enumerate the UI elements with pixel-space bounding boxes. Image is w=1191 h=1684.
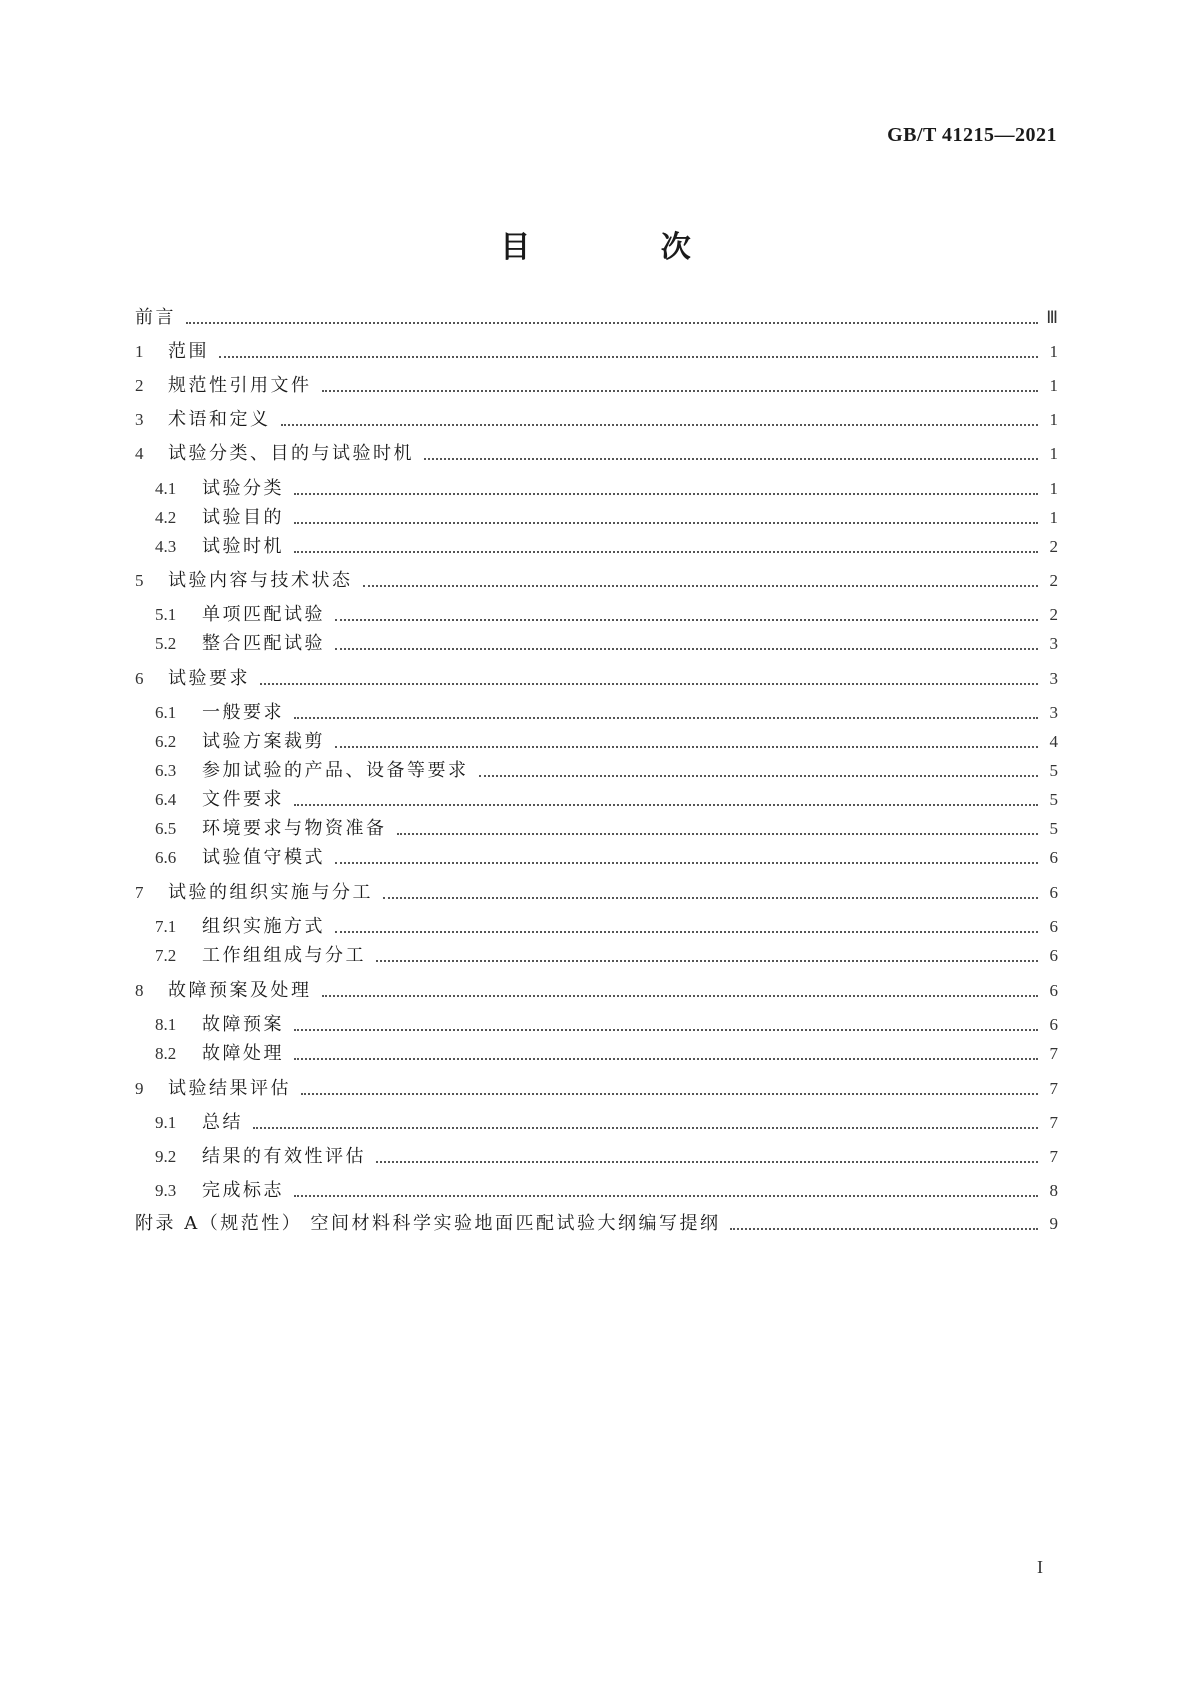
- toc-entry-label: 环境要求与物资准备: [202, 818, 387, 839]
- toc-entry-page: 3: [1049, 669, 1058, 688]
- toc-entry-number: 6.3: [155, 761, 177, 780]
- toc-subentry[interactable]: [135, 729, 1058, 755]
- toc-entry-number: 6.2: [155, 732, 177, 751]
- toc-entry-page: 7: [1049, 1079, 1058, 1098]
- toc-entry-label: 术语和定义: [168, 409, 271, 430]
- toc-entry-number: 4: [135, 444, 144, 463]
- toc-subentry[interactable]: [135, 631, 1058, 657]
- toc-subentry[interactable]: [135, 505, 1058, 531]
- toc-entry-label: 完成标志: [202, 1180, 284, 1201]
- dot-leader: [294, 1029, 1038, 1031]
- toc-entry-label: 单项匹配试验: [202, 604, 325, 625]
- dot-leader: [424, 458, 1038, 460]
- dot-leader: [376, 1161, 1038, 1163]
- dot-leader: [363, 585, 1039, 587]
- toc-entry-page: 6: [1049, 848, 1058, 867]
- dot-leader: [219, 356, 1038, 358]
- toc-entry-number: 9: [135, 1079, 144, 1098]
- toc-entry-page: 4: [1049, 732, 1058, 751]
- toc-entry-label: 规范性引用文件: [168, 375, 312, 396]
- toc-entry[interactable]: [135, 441, 1058, 467]
- toc-subentry[interactable]: [135, 816, 1058, 842]
- dot-leader: [294, 551, 1038, 553]
- toc-entry[interactable]: [135, 373, 1058, 399]
- toc-entry-number: 1: [135, 342, 144, 361]
- toc-entry-label: 试验目的: [202, 507, 284, 528]
- standard-code: GB/T 41215—2021: [887, 124, 1057, 146]
- toc-entry-page: 1: [1049, 508, 1058, 527]
- toc-entry-number: 6.5: [155, 819, 177, 838]
- dot-leader: [376, 960, 1038, 962]
- toc-entry-page: 5: [1049, 761, 1058, 780]
- toc-entry-number: 6.4: [155, 790, 177, 809]
- toc-entry-label: 故障预案: [202, 1014, 284, 1035]
- dot-leader: [335, 746, 1038, 748]
- dot-leader: [186, 322, 1038, 324]
- toc-entry[interactable]: [135, 666, 1058, 692]
- toc-entry-number: 7: [135, 883, 144, 902]
- toc-subentry[interactable]: [135, 845, 1058, 871]
- toc-entry-label: 结果的有效性评估: [202, 1146, 366, 1167]
- toc-subentry[interactable]: [135, 476, 1058, 502]
- toc-entry-label: 试验值守模式: [202, 847, 325, 868]
- toc-entry-page: 6: [1049, 917, 1058, 936]
- toc-entry-label: 故障预案及处理: [168, 980, 312, 1001]
- toc-subentry[interactable]: [135, 1012, 1058, 1038]
- toc-entry-label: 试验的组织实施与分工: [168, 882, 373, 903]
- dot-leader: [397, 833, 1039, 835]
- toc-entry[interactable]: [135, 568, 1058, 594]
- toc-entry-page: 6: [1049, 883, 1058, 902]
- dot-leader: [294, 522, 1038, 524]
- dot-leader: [335, 648, 1038, 650]
- toc-subentry[interactable]: [135, 943, 1058, 969]
- toc-entry-label: 试验要求: [168, 668, 250, 689]
- toc-entry-page: 1: [1049, 479, 1058, 498]
- toc-entry-label: 前言: [135, 307, 176, 328]
- toc-entry-page: 6: [1049, 946, 1058, 965]
- toc-entry-page: 7: [1049, 1113, 1058, 1132]
- toc-entry-page: 2: [1049, 537, 1058, 556]
- toc-entry-number: 8: [135, 981, 144, 1000]
- toc-entry-page: 7: [1049, 1147, 1058, 1166]
- toc-entry-label: 试验内容与技术状态: [168, 570, 353, 591]
- toc-entry-appendix-a[interactable]: [135, 1211, 1058, 1237]
- toc-entry-page: 5: [1049, 819, 1058, 838]
- toc-entry-label: 故障处理: [202, 1043, 284, 1064]
- toc-entry-page: 1: [1049, 410, 1058, 429]
- toc-entry-page: 8: [1049, 1181, 1058, 1200]
- toc-entry-page: 2: [1049, 605, 1058, 624]
- dot-leader: [383, 897, 1038, 899]
- toc-entry-label: 参加试验的产品、设备等要求: [202, 760, 469, 781]
- toc-subentry[interactable]: [135, 1178, 1058, 1204]
- toc-entry-page: 3: [1049, 703, 1058, 722]
- dot-leader: [335, 862, 1038, 864]
- toc-subentry[interactable]: [135, 758, 1058, 784]
- dot-leader: [294, 493, 1038, 495]
- dot-leader: [260, 683, 1038, 685]
- toc-entry[interactable]: [135, 880, 1058, 906]
- toc-entry-number: 2: [135, 376, 144, 395]
- toc-entry-number: 9.1: [155, 1113, 177, 1132]
- toc-entry-number: 5.1: [155, 605, 177, 624]
- toc-entry-page: 1: [1049, 444, 1058, 463]
- toc-entry-label: 试验方案裁剪: [202, 731, 325, 752]
- dot-leader: [253, 1127, 1038, 1129]
- toc-entry-number: 4.1: [155, 479, 177, 498]
- dot-leader: [294, 1195, 1038, 1197]
- toc-entry-number: 6: [135, 669, 144, 688]
- toc-entry-label: 试验时机: [202, 536, 284, 557]
- toc-entry[interactable]: [135, 407, 1058, 433]
- dot-leader: [301, 1093, 1038, 1095]
- toc-entry-page: 9: [1049, 1214, 1058, 1233]
- toc-subentry[interactable]: [135, 700, 1058, 726]
- toc-entry-label: 试验结果评估: [168, 1078, 291, 1099]
- toc-entry[interactable]: [135, 978, 1058, 1004]
- toc-entry-page: 2: [1049, 571, 1058, 590]
- toc-entry-page: 6: [1049, 1015, 1058, 1034]
- dot-leader: [335, 619, 1038, 621]
- toc-subentry[interactable]: [135, 914, 1058, 940]
- toc-subentry[interactable]: [135, 602, 1058, 628]
- toc-entry-number: 9.2: [155, 1147, 177, 1166]
- dot-leader: [335, 931, 1038, 933]
- toc-entry-number: 7.2: [155, 946, 177, 965]
- toc-entry-label: 范围: [168, 341, 209, 362]
- toc-entry-number: 5: [135, 571, 144, 590]
- toc-entry[interactable]: [135, 1076, 1058, 1102]
- toc-subentry[interactable]: [135, 1144, 1058, 1170]
- toc-entry-number: 4.3: [155, 537, 177, 556]
- toc-entry-foreword[interactable]: [135, 305, 1058, 331]
- toc-subentry[interactable]: [135, 787, 1058, 813]
- toc-entry-page: 1: [1049, 342, 1058, 361]
- toc-entry-label: 总结: [202, 1112, 243, 1133]
- toc-entry-page: 5: [1049, 790, 1058, 809]
- toc-entry-label: 试验分类: [202, 478, 284, 499]
- toc-subentry[interactable]: [135, 534, 1058, 560]
- toc-entry-page: Ⅲ: [1046, 308, 1058, 327]
- toc-entry-page: 1: [1049, 376, 1058, 395]
- dot-leader: [479, 775, 1039, 777]
- toc-entry-number: 6.1: [155, 703, 177, 722]
- toc-entry-label: 附录 A（规范性） 空间材料科学实验地面匹配试验大纲编写提纲: [135, 1213, 721, 1234]
- toc-entry-label: 文件要求: [202, 789, 284, 810]
- toc-entry-number: 4.2: [155, 508, 177, 527]
- toc-entry-number: 9.3: [155, 1181, 177, 1200]
- toc-entry-label: 一般要求: [202, 702, 284, 723]
- dot-leader: [294, 804, 1038, 806]
- dot-leader: [281, 424, 1039, 426]
- toc-entry-label: 工作组组成与分工: [202, 945, 366, 966]
- toc-entry-label: 整合匹配试验: [202, 633, 325, 654]
- toc-entry-number: 8.2: [155, 1044, 177, 1063]
- toc-subentry[interactable]: [135, 1110, 1058, 1136]
- toc-subentry[interactable]: [135, 1041, 1058, 1067]
- toc-entry-page: 7: [1049, 1044, 1058, 1063]
- toc-entry-number: 5.2: [155, 634, 177, 653]
- toc-entry-page: 6: [1049, 981, 1058, 1000]
- toc-entry[interactable]: [135, 339, 1058, 365]
- page-title: 目 次: [500, 230, 751, 265]
- toc-entry-number: 6.6: [155, 848, 177, 867]
- dot-leader: [730, 1228, 1038, 1230]
- dot-leader: [294, 717, 1038, 719]
- toc-entry-number: 7.1: [155, 917, 177, 936]
- dot-leader: [294, 1058, 1038, 1060]
- toc-entry-label: 组织实施方式: [202, 916, 325, 937]
- dot-leader: [322, 390, 1039, 392]
- toc-entry-label: 试验分类、目的与试验时机: [168, 443, 414, 464]
- dot-leader: [322, 995, 1039, 997]
- page-number: I: [1037, 1557, 1043, 1577]
- toc-entry-page: 3: [1049, 634, 1058, 653]
- toc-entry-number: 8.1: [155, 1015, 177, 1034]
- toc-entry-number: 3: [135, 410, 144, 429]
